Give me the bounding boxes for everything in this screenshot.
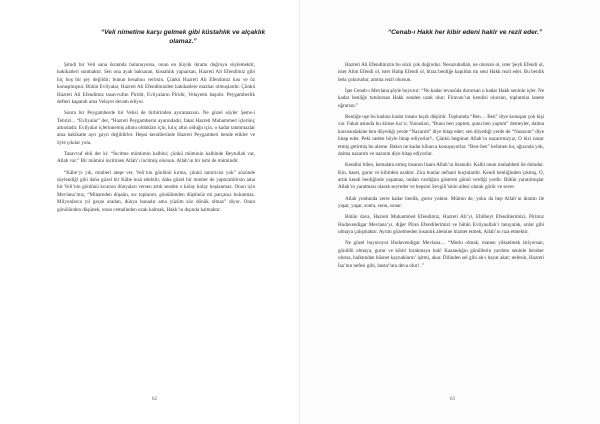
paragraph: Bütün dava, Hazreti Muhammed Efendimiz, Hazreti Ali’yi, Ehlibeyt Efendilerimizi, Pîrimiz Hudavendigar Mevlana’yı, diğer Pîran Efendilerimizi ve bütün Evliyaullah’ı tanıyarak, onlar gibi olmaya çalışmaktır. Ayrım gözetmeden insanlık alemine hizmet etmek, Allah’ın rıza etmektir. <box>338 214 544 236</box>
right-page-quote: “Cenab-ı Hakk her kibir edeni hakîr ve rezil eder.” <box>387 29 543 36</box>
paragraph: İşte Cenab-ı Mevlana şöyle buyurur: “Ne kadar tevazûda durursan o kadar Hakk seninle içler. Ne kadar benliğe tutulursan Hakk senden uzak olur; Firavun’un kendisi olursun, toplumlıa lanete uğrarsın.” <box>338 88 544 109</box>
left-page-number: 62 <box>152 397 157 402</box>
paragraph: Şimdi bir Veli sana ikramda bulunuyorsa, onun en büyük ikramı doğruyu söylemektir, hakikatleri sunmaktır. Sen ona ayak baksaran, küstahlık yapıarsan, Hazreti Ali Efendimiz gibi hiç hoş bir şey değildir; bunun hesabını verirsin. Çünkü Hazreti Ali Efendimiz kısı ve öz konuşmuştur. Bütün Evliyalar, Hazreti Ali Efendimizden hakikatlere mazhar olmuşlardır. Çünkü Hazreti Ali Efendimiz tasavvufun Pîridir, Evliyaların Pîridir, Velayetin başıdır. Peygamberlik defteri kapandı ama Velayet devam ediyor. <box>57 62 255 106</box>
right-page-number: 63 <box>450 397 455 402</box>
right-page <box>300 0 600 424</box>
paragraph: Benliğe uşe bu kadara kadar insanı kıçık düşürür. Toplumda “Ben… Ben” diye konuşan çok kişi var. Fakat astında bu kimse kız’ır. Yunusları, “Bunu ben yaptım, şunu ben yaptım” demeyler, daima karsısındakine ben düyedığı yerde “Nazarım” diye hitap eder; sen düyedıği yerde de “Nazarım” diye hitap eder. Peki neden böyle hitap ediyorlar?.. Çünkü heşpinut Allah’ın nazarımızyız, O bizi nazar etmiş getirmiş bu aleme. Bakın ne kadar kibarca konuşuyorlar. “Ben-Sen” kelimen hıç ağızında yok, daima nazarım ve nazarın diye hitap ediyorlar. <box>338 114 544 158</box>
paragraph: Kendini bilen, kemalata ermiş insanın lisanı Allah’ın lisanıdır. Kalbi onun muhabbeti ile doludur. Kin, haset, gurur ve kibirden uzaktır. Zira bunlar nefsani buçtulardır. Kendi benliğinden çıkmış, O, artık kendi benliğinde yaşamaz, ondan vardiğını gösterm gönül verdiği yerdir. Bütün yaratılmışlar Allah’ın yaratması olarak seyreder ve hepsini Sevgili’sinin ailesi olarak görür ve sever. <box>338 162 544 191</box>
paragraph: Sonra bir Peygamberde bir Velisi de birbirinden ayıramazsın. Ne güzel söyler Şems-i Tebrizi... “Evliyalar” der, “Hazreti Peygamberin ayarındadır, fakat Hazreti Muhammed içleriniç altındadır. Evliyalar içlerinnemiş altınu oldukları için, kılıç altın olduğu için, o kadar tanmmazlar ama hakikatte ayrı gayrı değildirler. Hepsi kendilerinde Hazreti Peygamberi bende etikler ve öyle çıkılar yola. <box>57 110 255 146</box>
paragraph: Hazreti Ali Efendimizin bu sözü çok doğrudur. Nesuzuballah, ne olursan ol, ister Şeyh Efendi ol, ister Alim Efendi ol, ister Hatip Efendi ol, biraz benliğe kapıldın mı seni Hakk rezil eder. Bu benlik bela çukurudur, amma rezil olursun. <box>338 62 544 83</box>
left-page-quote: “Veli nimetine karşı gelmek gibi küstahlık ve alçaklık olamaz.” <box>100 29 266 45</box>
paragraph: Tasavvuf ehli der ki: “İncitme mümimin kalbini; çünkü müminin kalbinde Beytullah var, Allah var.” Bir mümini incitirsen Allah’ı incitmiş olursun. Allah’ın bir ismi de mümindir. <box>57 151 255 165</box>
paragraph: Ne güzel buyuruyor Hudavendigar Mevlana… “Mutlu olmak, manen yükselmek istiyorsan, gönüllü olmaya, gurur ve kibiri bırakmaya bak! Kazandığın gönüllerin yardımı seninle beraber olursa, halktından hüsnet kaynakların’ işitmi, akar. Dilinden sel gibi ab-ı hayat akar; nefesin, Hazreti İsa’nın nefesi gibi, hasta¹¹ara deva olur!..” <box>338 240 544 269</box>
paragraph: “Kâbe’yi yık, minberi ateşe ver, Veli’nin gönlünü kırma, çünkü tamiricisi yok” sözünde söylendiği gibi daha güzel bir Kâbe insâ edebilir, daha güzel bir minber de yaptırabilirsin ama bir Veli’nin gönlünü kırarsın dünyaları versen artık senden o kolay kolay hoşlanmaz. Onun için Mevlana’mız, “Minareden düşsün, sız toplarım, gönülümden düştünüz mi parçanız bulunmaz. Milyonlarca yıl geçse aradan, dünya bunadır ama yüzüm söz dönük olmaz” diyor. Onun gönülünden düşünek, onun cemalinden uzak kalmak, Hakk’ın dışında kalmaktır. <box>57 169 255 213</box>
paragraph: Allah yındunda zerre kadar benlik, gurur yoktur. Mümin de, yoku da hep Allah’ın ikramı ile yaşar, yaşar, sonra, sonu, sonar. <box>338 195 544 210</box>
right-page-body <box>338 62 544 274</box>
left-page-body <box>57 62 255 218</box>
